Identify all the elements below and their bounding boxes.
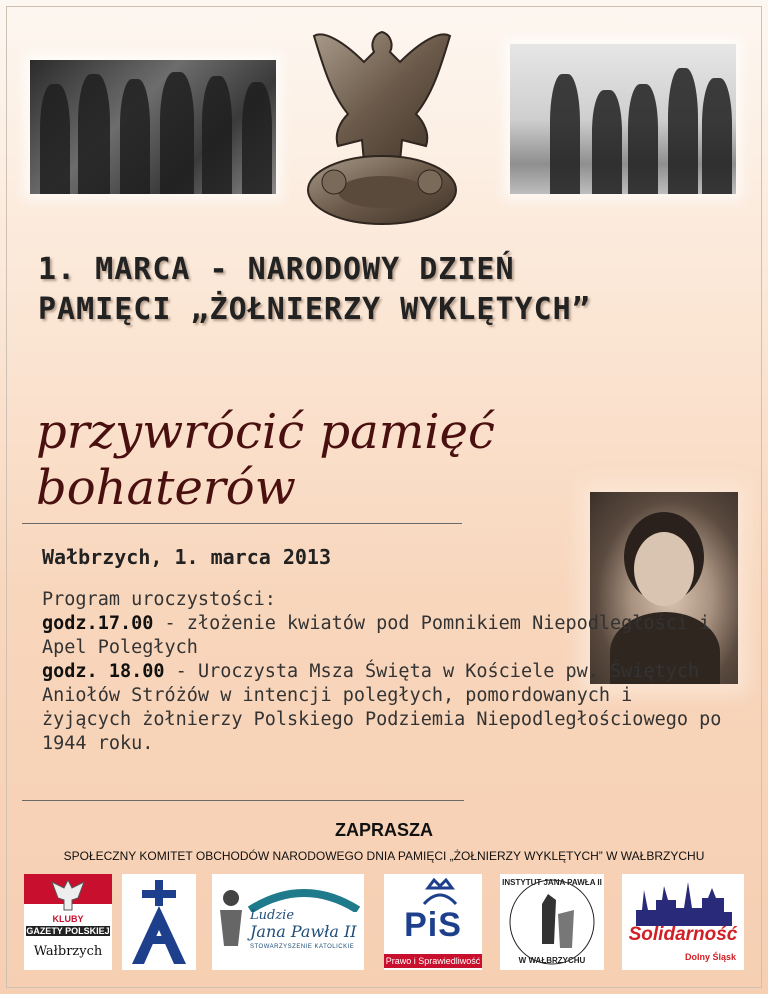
ijp-city: W WAŁBRZYCHU (518, 956, 586, 965)
gazeta-city: Wałbrzych (33, 944, 103, 959)
logo-ak (122, 874, 196, 970)
divider-top (22, 523, 462, 524)
logo-kluby-gazety-polskiej (24, 874, 112, 970)
gazeta-mid: GAZETY POLSKIEJ (26, 926, 110, 936)
sol-sub: Dolny Śląsk (684, 952, 736, 962)
invite-heading: ZAPRASZA (335, 820, 433, 840)
eagle-emblem-icon (304, 22, 460, 228)
eagle-icon (48, 876, 88, 914)
gazeta-top: KLUBY (52, 914, 84, 924)
ijp-ring: INSTYTUT JANA PAWŁA II (502, 878, 602, 887)
crowned-eagle-icon (420, 876, 460, 906)
ak-anchor-icon (124, 876, 194, 968)
program-item-1-text: - złożenie kwiatów pod Pomnikiem Niepodległości i Apel Poległych (42, 613, 711, 658)
logo-solidarnosc (622, 874, 744, 970)
partisans-group-photo (510, 44, 736, 194)
motto: przywrócić pamięć bohaterów (36, 404, 495, 516)
marching-soldiers-photo (30, 60, 276, 194)
logo-ludzie-jana-pawla (212, 874, 364, 970)
page-title (38, 250, 758, 330)
pope-figure-icon (216, 888, 246, 948)
city-skyline-icon (632, 880, 736, 926)
ljp-line1: Ludzie (250, 908, 295, 923)
program-item-2-time: godz. 18.00 (42, 661, 165, 682)
title-line-2: PAMIĘCI „ŻOŁNIERZY WYKLĘTYCH” (38, 292, 591, 327)
program-header: Program uroczystości: (42, 589, 276, 610)
sol-label: Solidarność (628, 924, 738, 945)
ljp-line2: Jana Pawła II (250, 922, 357, 941)
logo-instytut-jana-pawla (500, 874, 604, 970)
divider-bottom (22, 800, 464, 801)
pis-label: PiS (404, 906, 462, 944)
pis-sub: Prawo i Sprawiedliwość (385, 956, 481, 966)
date-place: Wałbrzych, 1. marca 2013 (42, 545, 331, 569)
program-item-1-time: godz.17.00 (42, 613, 154, 634)
committee-name: SPOŁECZNY KOMITET OBCHODÓW NARODOWEGO DNIA PAMIĘCI „ŻOŁNIERZY WYKLĘTYCH” W WAŁBRZYCHU (63, 849, 705, 863)
program-item-2-text: - Uroczysta Msza Święta w Kościele pw. Świętych Aniołów Stróżów w intencji poległych, pomordowanych i żyjących żołnierzy Polskiego Podziemia Niepodległościowego po 1944 roku. (42, 661, 722, 754)
ljp-sub: STOWARZYSZENIE KATOLICKIE (250, 944, 355, 950)
title-line-1: 1. MARCA - NARODOWY DZIEŃ (38, 252, 515, 287)
program-item-1 (42, 612, 732, 660)
program-item-2 (42, 660, 732, 756)
program-text (42, 588, 732, 756)
logo-pis (384, 874, 482, 970)
